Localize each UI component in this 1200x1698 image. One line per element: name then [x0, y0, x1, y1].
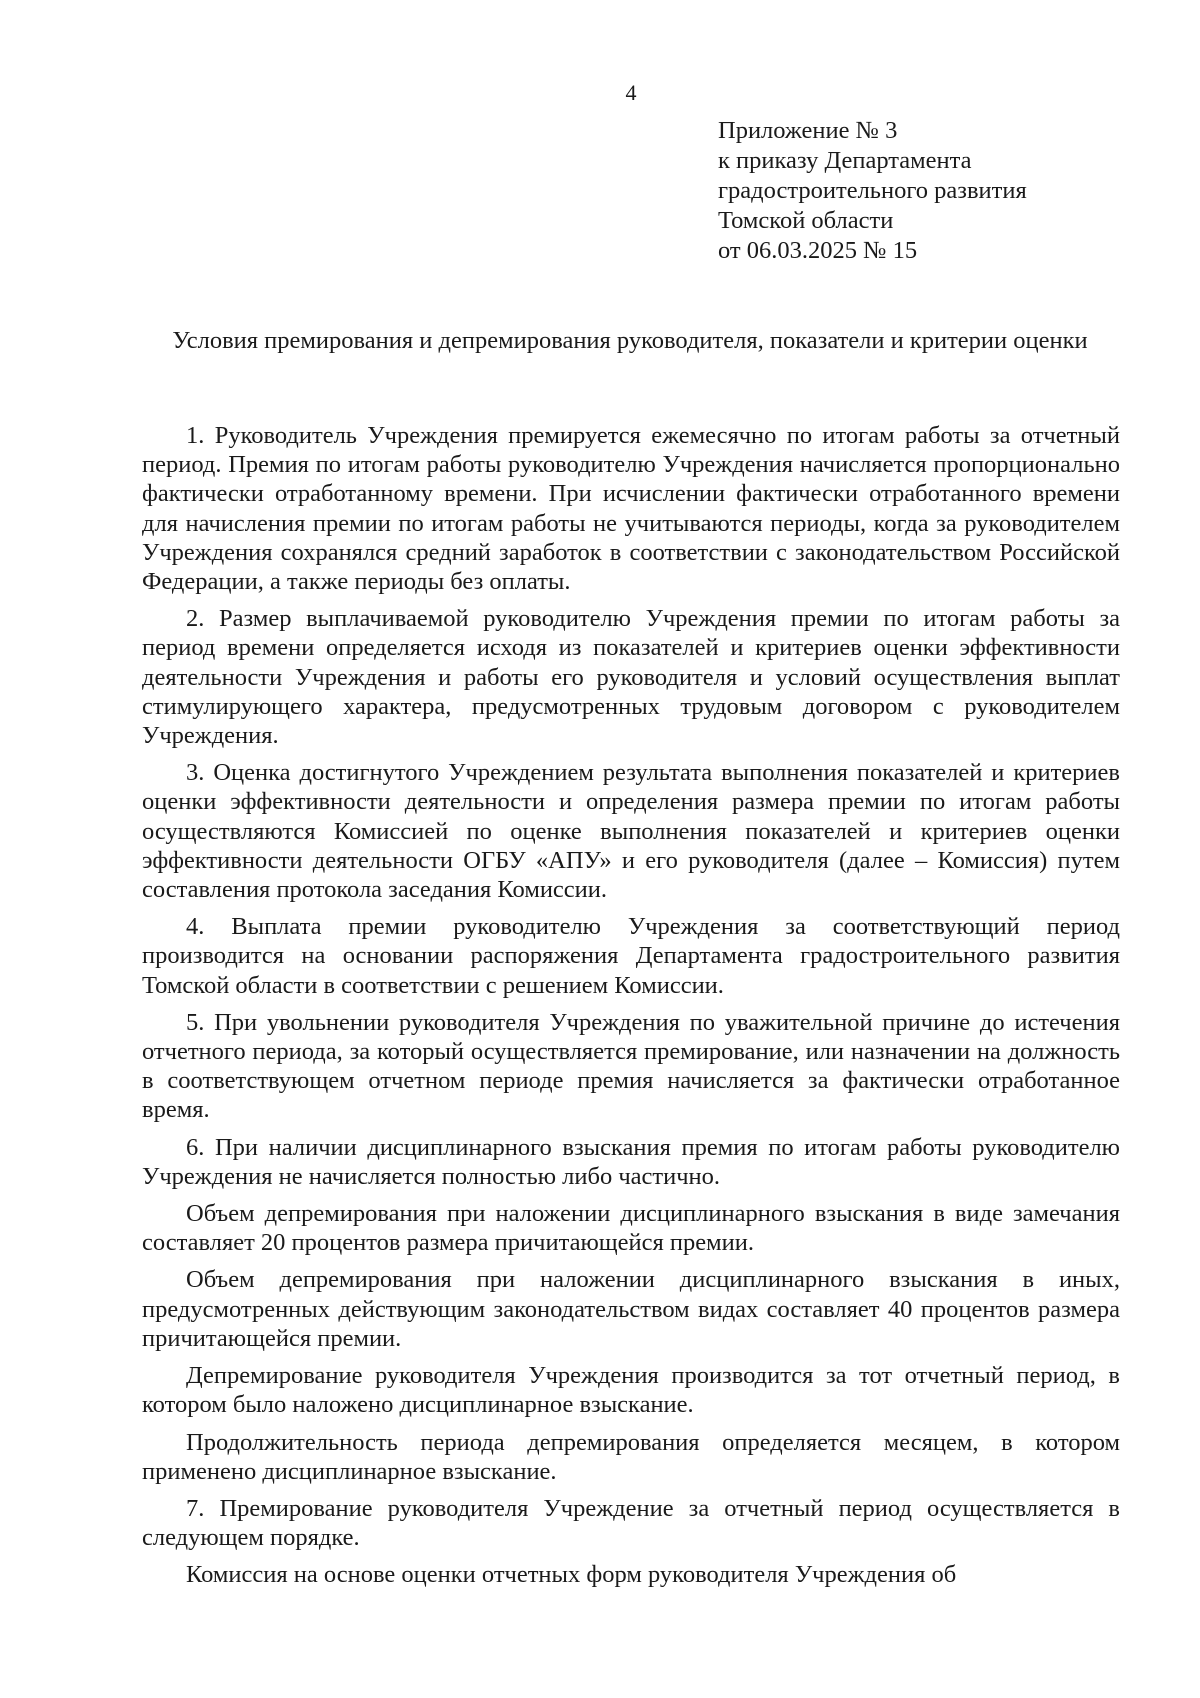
paragraph: 4. Выплата премии руководителю Учреждения за соответствующий период производится на основании распоряжения Департамента градостроительного развития Томской области в соответствии с решением Комиссии.: [142, 913, 1120, 999]
paragraph: 7. Премирование руководителя Учреждение за отчетный период осуществляется в следующем порядке.: [142, 1494, 1120, 1552]
appendix-line: Томской области: [718, 207, 894, 234]
paragraph: Объем депремирования при наложении дисциплинарного взыскания в виде замечания составляет 20 процентов размера причитающейся премии.: [142, 1200, 1120, 1257]
appendix-line: от 06.03.2025 № 15: [718, 237, 918, 264]
paragraph: 6. При наличии дисциплинарного взыскания премия по итогам работы руководителю Учреждения не начисляется полностью либо частично.: [142, 1133, 1120, 1190]
paragraph: Комиссия на основе оценки отчетных форм руководителя Учреждения об: [186, 1561, 957, 1589]
paragraph: Продолжительность периода депремирования определяется месяцем, в котором применено дисциплинарное взыскание.: [142, 1428, 1120, 1485]
appendix-header: [718, 116, 1158, 266]
appendix-line: Приложение № 3: [718, 117, 898, 144]
paragraph: 5. При увольнении руководителя Учреждения по уважительной причине до истечения отчетного периода, за который осуществляется премирование, или назначении на должность в соответствующем отчетном периоде премия начисляется за фактически отработанное время.: [142, 1008, 1120, 1124]
paragraph: Депремирование руководителя Учреждения производится за тот отчетный период, в котором было наложено дисциплинарное взыскание.: [142, 1362, 1120, 1419]
appendix-line: к приказу Департамента: [718, 147, 972, 174]
paragraph: 2. Размер выплачиваемой руководителю Учреждения премии по итогам работы за период времени определяется исходя из показателей и критериев оценки эффективности деятельности Учреждения и работы его руководителя и условий осуществления выплат стимулирующего характера, предусмотренных трудовым договором с руководителем Учреждения.: [142, 605, 1120, 750]
appendix-line: градостроительного развития: [718, 177, 1027, 204]
paragraph: Объем депремирования при наложении дисциплинарного взыскания в иных, предусмотренных действующим законодательством видах составляет 40 процентов размера причитающейся премии.: [142, 1266, 1120, 1352]
paragraph: 3. Оценка достигнутого Учреждением результата выполнения показателей и критериев оценки эффективности деятельности и определения размера премии по итогам работы осуществляются Комиссией по оценке выполнения показателей и критериев оценки эффективности деятельности ОГБУ «АПУ» и его руководителя (далее – Комиссия) путем составления протокола заседания Комиссии.: [142, 759, 1120, 904]
document-title: Условия премирования и депремирования руководителя, показатели и критерии оценки: [172, 327, 1088, 354]
document-body: [142, 421, 1120, 1590]
page-number: 4: [625, 80, 637, 105]
paragraph: 1. Руководитель Учреждения премируется ежемесячно по итогам работы за отчетный период. Премия по итогам работы руководителю Учреждения начисляется пропорционально фактически отработанному времени. При исчислении фактически отработанного времени для начисления премии по итогам работы не учитываются периоды, когда за руководителем Учреждения сохранялся средний заработок в соответствии с законодательством Российской Федерации, а также периоды без оплаты.: [142, 422, 1120, 596]
